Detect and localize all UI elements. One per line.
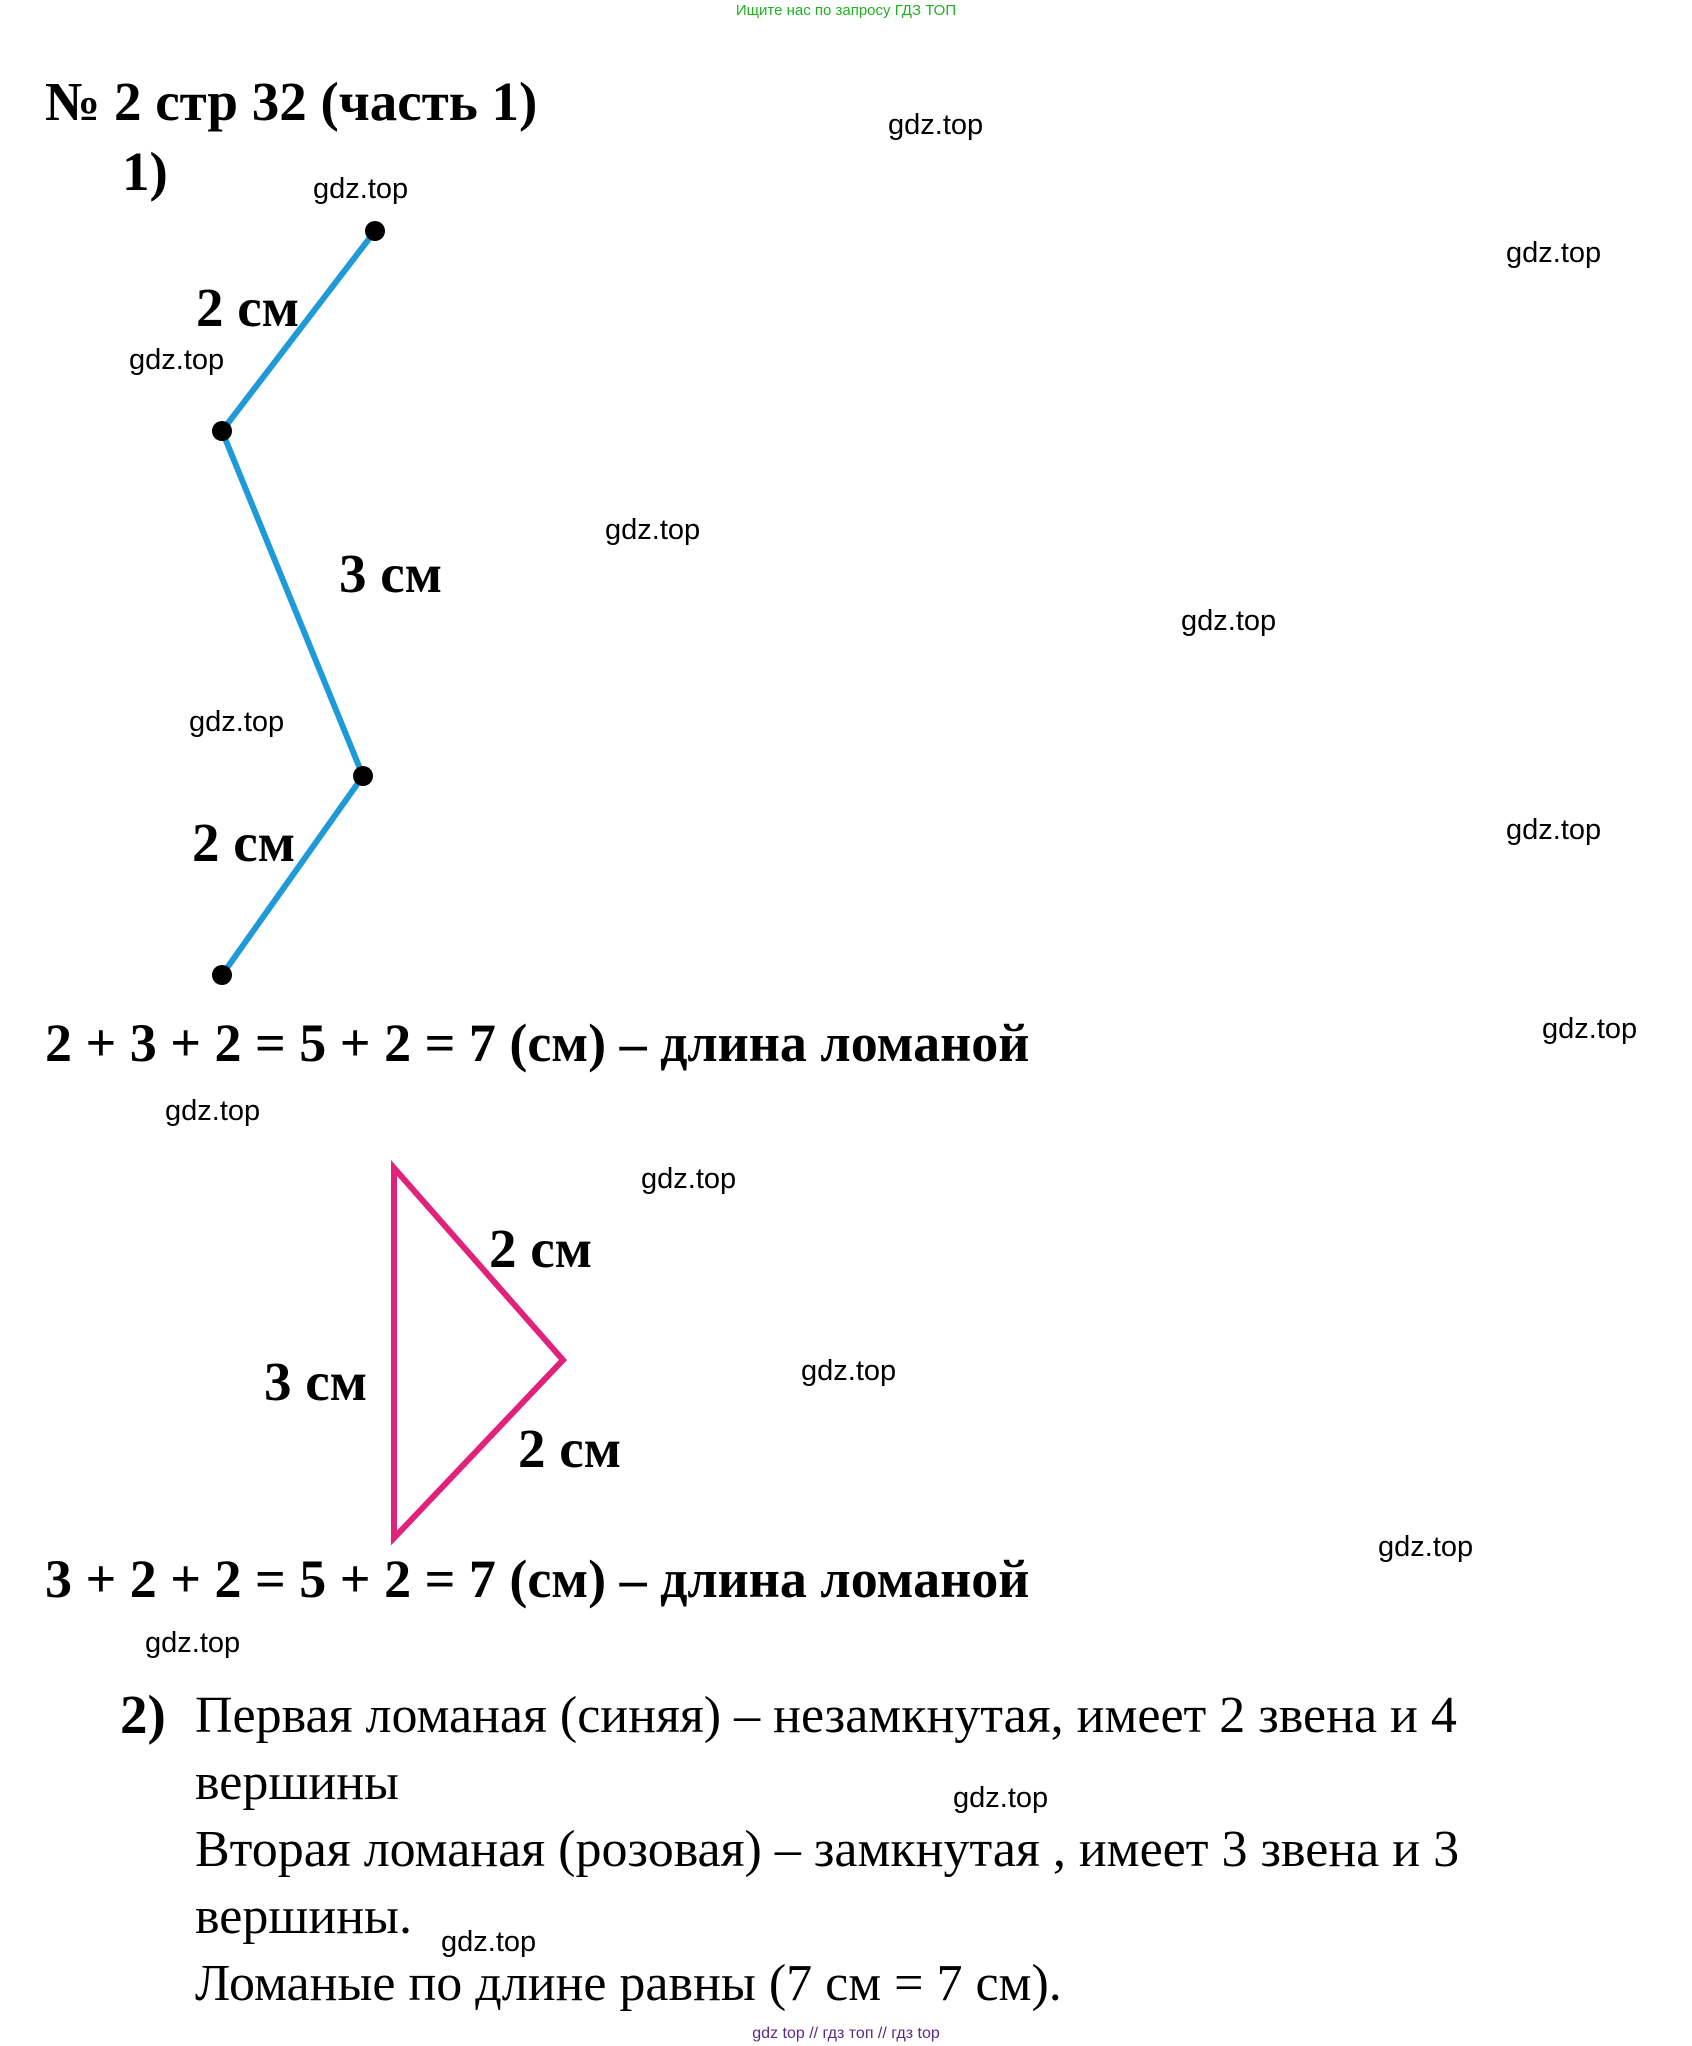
vertex-dot bbox=[353, 766, 373, 786]
watermark: gdz.top bbox=[1181, 605, 1277, 637]
segment-label-1: 2 см bbox=[196, 277, 300, 338]
watermark: gdz.top bbox=[129, 344, 225, 376]
part2-line-2: вершины bbox=[195, 1754, 399, 1811]
part2-line-3: Вторая ломаная (розовая) – замкнутая , имеет 3 звена и 3 bbox=[195, 1821, 1460, 1878]
equation-2: 3 + 2 + 2 = 5 + 2 = 7 (см) – длина ломаной bbox=[45, 1549, 1030, 1609]
part2-label: 2) bbox=[120, 1684, 166, 1745]
watermark: gdz.top bbox=[145, 1627, 241, 1659]
watermark: gdz.top bbox=[1378, 1531, 1474, 1563]
watermark: gdz.top bbox=[888, 109, 984, 141]
footer-links: gdz top // гдз топ // гдз top bbox=[752, 2025, 940, 2042]
triangle-side-label-top: 2 см bbox=[489, 1218, 593, 1279]
watermark: gdz.top bbox=[1542, 1013, 1638, 1045]
equation-1: 2 + 3 + 2 = 5 + 2 = 7 (см) – длина ломаной bbox=[45, 1013, 1030, 1073]
part2-line-4: вершины. bbox=[195, 1888, 412, 1945]
watermark: gdz.top bbox=[441, 1926, 537, 1958]
watermark: gdz.top bbox=[1506, 814, 1602, 846]
part1-label: 1) bbox=[122, 141, 168, 202]
watermark: gdz.top bbox=[165, 1095, 261, 1127]
vertex-dot bbox=[365, 221, 385, 241]
segment-label-3: 2 см bbox=[192, 812, 296, 873]
watermark: gdz.top bbox=[953, 1782, 1049, 1814]
vertex-dot bbox=[212, 421, 232, 441]
part2-line-5: Ломаные по длине равны (7 см = 7 см). bbox=[195, 1955, 1062, 2012]
watermark: gdz.top bbox=[1506, 237, 1602, 269]
part2-line-1: Первая ломаная (синяя) – незамкнутая, имеет 2 звена и 4 bbox=[195, 1687, 1457, 1744]
watermark: gdz.top bbox=[605, 514, 701, 546]
triangle-side-label-bottom: 2 см bbox=[518, 1418, 622, 1479]
page-title: № 2 стр 32 (часть 1) bbox=[45, 71, 538, 132]
watermark: gdz.top bbox=[189, 706, 285, 738]
watermark: gdz.top bbox=[313, 173, 409, 205]
watermark: gdz.top bbox=[801, 1355, 897, 1387]
top-note: Ищите нас по запросу ГДЗ ТОП bbox=[735, 2, 957, 19]
vertex-dot bbox=[212, 965, 232, 985]
watermark: gdz.top bbox=[641, 1163, 737, 1195]
segment-label-2: 3 см bbox=[339, 543, 443, 604]
triangle-side-label-left: 3 см bbox=[264, 1351, 368, 1412]
